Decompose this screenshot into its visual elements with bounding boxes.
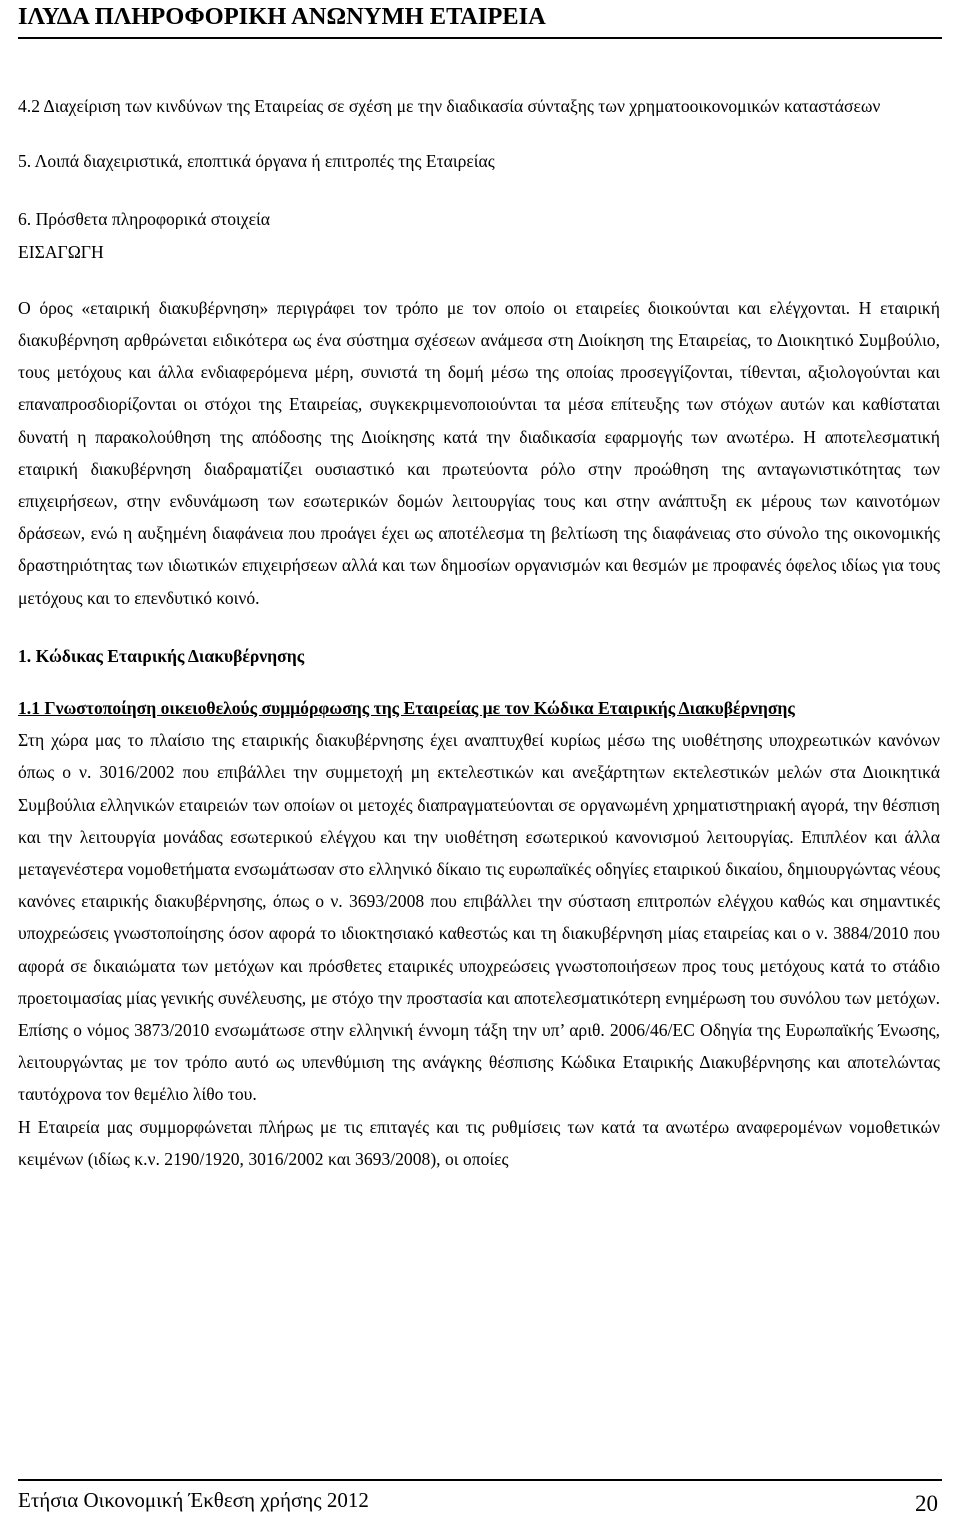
section-1-1-paragraph-1: Στη χώρα μας το πλαίσιο της εταιρικής διακυβέρνησης έχει αναπτυχθεί κυρίως μέσω της υιοθέτησης υποχρεωτικών κανόνων όπως ο ν. 3016/2002 που επιβάλλει την συμμετοχή μη εκτελεστικών και ανεξάρτητων εκτελεστικών μελών στα Διοικητικά Συμβούλια ελληνικών εταιρειών των οποίων οι μετοχές διαπραγματεύονται σε οργανωμένη χρηματιστηριακή αγορά, την θέσπιση και την λειτουργία μονάδας εσωτερικού ελέγχου και την υιοθέτηση εσωτερικού κανονισμού λειτουργίας. Επιπλέον και άλλα μεταγενέστερα νομοθετήματα ενσωμάτωσαν στο ελληνικό δίκαιο τις ευρωπαϊκές οδηγίες εταιρικού δικαίου, δημιουργώντας νέους κανόνες εταιρικής διακυβέρνησης, όπως ο ν. 3693/2008 που επιβάλλει την σύσταση επιτροπών ελέγχου καθώς και σημαντικές υποχρεώσεις γνωστοποίησης όσον αφορά το ιδιοκτησιακό καθεστώς και τη διακυβέρνηση μίας εταιρείας και ο ν. 3884/2010 που αφορά σε δικαιώματα των μετόχων και πρόσθετες εταιρικές υποχρεώσεις γνωστοποιήσεων προς τους μετόχους κατά το στάδιο προετοιμασίας μίας γενικής συνέλευσης, με στόχο την προστασία και αποτελεσματικότερη ενημέρωση του συνόλου των μετόχων. Επίσης ο νόμος 3873/2010 ενσωμάτωσε στην ελληνική έννομη τάξη την υπ’ αριθ. 2006/46/EC Οδηγία της Ευρωπαϊκής Ένωσης, λειτουργώντας με τον τρόπο αυτό ως υπενθύμιση της ανάγκης θέσπισης Κώδικα Εταιρικής Διακυβέρνησης και αποτελώντας ταυτόχρονα τον θεμέλιο λίθο του. [18, 730, 940, 1105]
footer-divider [18, 1479, 942, 1481]
section-1-1-paragraph-2: Η Εταιρεία μας συμμορφώνεται πλήρως με τις επιταγές και τις ρυθμίσεις των κατά τα ανωτέρω αναφερομένων νομοθετικών κειμένων (ιδίως κ.ν. 2190/1920, 3016/2002 και 3693/2008), οι οποίες [18, 1116, 940, 1169]
spacer [18, 122, 940, 145]
page-number: 20 [915, 1491, 938, 1516]
toc-item-4-2: 4.2 Διαχείριση των κινδύνων της Εταιρείας σε σχέση με την διαδικασία σύνταξης των χρηματοοικονομικών καταστάσεων [18, 96, 881, 116]
spacer [18, 614, 940, 640]
section-1-1-heading: 1.1 Γνωστοποίηση οικειοθελούς συμμόρφωσης της Εταιρείας με τον Κώδικα Εταιρικής Διακυβέρνησης [18, 698, 795, 719]
intro-paragraph: Ο όρος «εταιρική διακυβέρνηση» περιγράφει τον τρόπο με τον οποίο οι εταιρείες διοικούνται και ελέγχονται. Η εταιρική διακυβέρνηση αρθρώνεται ειδικότερα ως ένα σύστημα σχέσεων ανάμεσα στη Διοίκηση της Εταιρείας, το Διοικητικό Συμβούλιο, τους μετόχους και άλλα ενδιαφερόμενα μέρη, συνιστά τη δομή μέσω της οποίας προσεγγίζονται, τίθενται, αξιολογούνται και επαναπροσδιορίζονται οι στόχοι της Εταιρείας, συγκεκριμενοποιούνται τα μέσα επίτευξης των στόχων αυτών και καθίσταται δυνατή η παρακολούθηση της απόδοσης της Διοίκησης κατά την διαδικασία εφαρμογής των ανωτέρω. Η αποτελεσματική εταιρική διακυβέρνηση διαδραματίζει ουσιαστικό και πρωτεύοντα ρόλο στην προώθηση της ανταγωνιστικότητας των επιχειρήσεων, στην ενδυνάμωση των εσωτερικών δομών λειτουργίας τους και στην ανάπτυξη εκ μέρους των καινοτόμων δράσεων, ενώ η αυξημένη διαφάνεια που προάγει έχει ως αποτέλεσμα τη βελτίωση της διαφάνειας στο σύνολο της οικονομικής δραστηριότητας των ιδιωτικών επιχειρήσεων αλλά και των δημοσίων οργανισμών και θεσμών με προφανές όφελος ιδίως για τους μετόχους και το επενδυτικό κοινό. [18, 297, 940, 608]
intro-heading: ΕΙΣΑΓΩΓΗ [18, 241, 104, 262]
toc-item-5: 5. Λοιπά διαχειριστικά, εποπτικά όργανα ή επιτροπές της Εταιρείας [18, 151, 495, 172]
section-1-heading: 1. Κώδικας Εταιρικής Διακυβέρνησης [18, 645, 305, 666]
document-body [18, 90, 940, 1175]
company-header: ΙΛΥΔΑ ΠΛΗΡΟΦΟΡΙΚΗ ΑΝΩΝΥΜΗ ΕΤΑΙΡΕΙΑ [18, 3, 546, 30]
toc-item-6: 6. Πρόσθετα πληροφορικά στοιχεία [18, 209, 270, 230]
header-divider [18, 37, 942, 39]
spacer [18, 672, 940, 692]
report-title: Ετήσια Οικονομική Έκθεση χρήσης 2012 [18, 1488, 369, 1512]
spacer [18, 268, 940, 292]
spacer [18, 177, 940, 203]
